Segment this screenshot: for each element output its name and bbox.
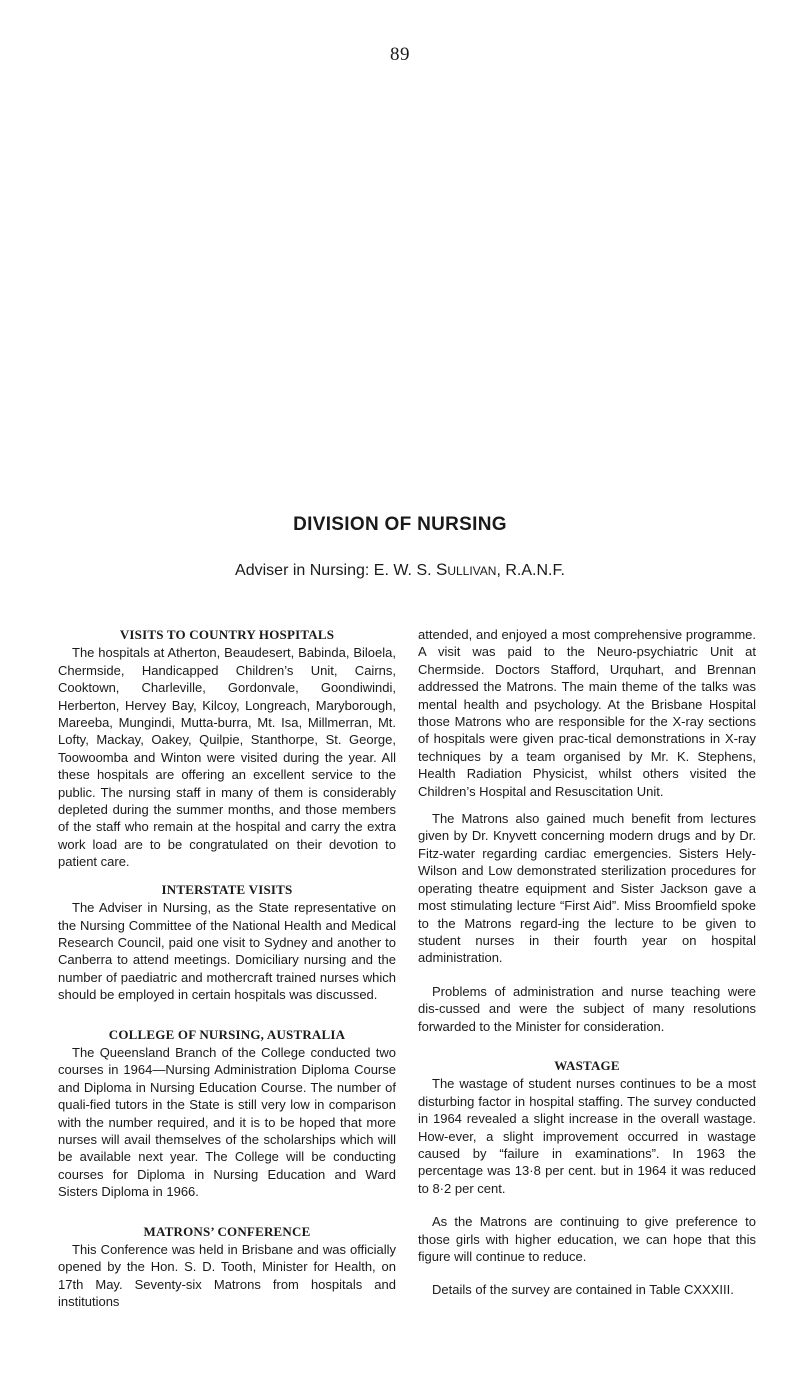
lectures-text: The Matrons also gained much benefit from lectures given by Dr. Knyvett concerning modern drugs and by Dr. Fitz-water regarding cardiac emergencies. Sisters Hely-Wilson and Low demonstrated sterilization procedures for operating theatre equipment and Sister Jackson gave a most stimulating lecture “First Aid”. Miss Broomfield spoke to the Matrons regard-ing the lecture to be given to student nurses in their fourth year on hospital administration. [418,811,756,966]
page-title: DIVISION OF NURSING [293,514,507,535]
country-visits-heading: VISITS TO COUNTRY HOSPITALS [119,627,335,642]
interstate-visits-text: The Adviser in Nursing, as the State representative on the Nursing Committee of the National Health and Medical Research Council, paid one visit to Sydney and another to Canberra to attend meetings. Domiciliary nursing and the number of paediatric and mothercraft trained nurses which should be employed in certain hospitals was discussed. [58,900,396,1003]
problems-text: Problems of administration and nurse teaching were dis-cussed and were the subject of many resolutions forwarded to the Minister for consideration. [418,983,756,1034]
adviser-name: Sullivan [436,560,497,579]
right-column [418,626,756,1299]
matrons-conference-text: This Conference was held in Brisbane and was officially opened by the Hon. S. D. Tooth, Minister for Health, on 17th May. Seventy-six Matrons from hospitals and institutions [58,1242,396,1310]
wastage-text-2: As the Matrons are continuing to give preference to those girls with higher education, we can hope that this figure will continue to reduce. [418,1214,756,1264]
matrons-conference-heading: MATRONS’ CONFERENCE [143,1223,311,1239]
page-number: 89 [390,44,410,65]
adviser-prefix: Adviser in Nursing: E. W. S. [235,562,436,579]
adviser-suffix: , R.A.N.F. [496,562,565,579]
interstate-visits-heading: INTERSTATE VISITS [161,881,293,897]
college-text: The Queensland Branch of the College conducted two courses in 1964—Nursing Administration Diploma Course and Diploma in Nursing Education Course. The number of quali-fied tutors in the State is still very low in comparison with the number required, and it is to be hoped that more nurses will avail themselves of the scholarships which will be available next year. The College will be conducting courses for Diploma in Nursing Education and Ward Sisters Diploma in 1966. [58,1044,396,1200]
college-heading: COLLEGE OF NURSING, AUSTRALIA [108,1026,346,1042]
country-visits-text: The hospitals at Atherton, Beaudesert, Babinda, Biloela, Chermside, Handicapped Children’s Unit, Cairns, Cooktown, Charleville, Gordonvale, Goondiwindi, Herberton, Hervey Bay, Kilcoy, Longreach, Maryborough, Mareeba, Mungindi, Mutta-burra, Mt. Isa, Millmerran, Mt. Lofty, Mackay, Oakey, Quilpie, Stanthorpe, St. George, Toowoomba and Winton were visited during the year. All these hospitals are offering an excellent service to the public. The nursing staff in many of them is considerably depleted during the summer months, and those members of the staff who remain at the hospital and carry the extra work load are to be congratulated on their devotion to patient care. [58,645,396,870]
wastage-text-1: The wastage of student nurses continues to be a most disturbing factor in hospital staffing. The survey conducted in 1964 revealed a slight increase in the overall wastage. How-ever, a slight improvement occurred in wastage caused by “failure in examinations”. In 1963 the percentage was 13·8 per cent. but in 1964 it was reduced to 8·2 per cent. [418,1076,756,1196]
conference-continued-text: attended, and enjoyed a most comprehensive programme. A visit was paid to the Neuro-psychiatric Unit at Chermside. Doctors Stafford, Urquhart, and Brennan addressed the Matrons. The main theme of the talks was mental health and psychology. At the Brisbane Hospital those Matrons who are responsible for the X-ray sections of hospitals were given prac-tical demonstrations in X-ray techniques by a team organised by Mr. K. Stephens, Health Radiation Physicist, whilst others visited the Children’s Hospital and Resuscitation Unit. [418,627,756,799]
wastage-text-3: Details of the survey are contained in Table CXXXIII. [432,1282,734,1298]
left-column [58,626,396,1311]
adviser-line [0,560,800,580]
wastage-heading: WASTAGE [554,1057,620,1073]
